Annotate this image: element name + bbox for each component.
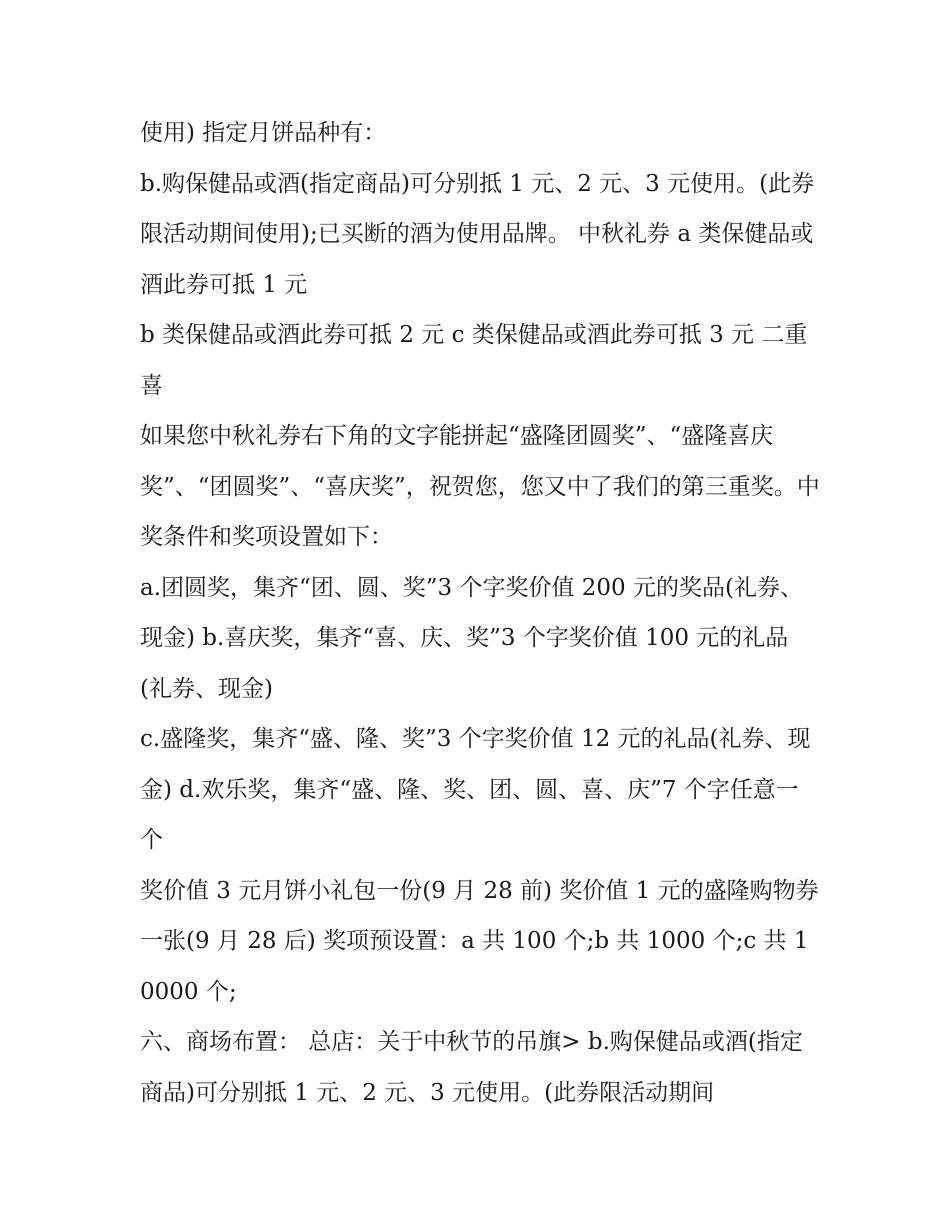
paragraph-4: 如果您中秋礼券右下角的文字能拼起“盛隆团圆奖”、“盛隆喜庆奖”、“团圆奖”、“喜庆奖”，祝贺您，您又中了我们的第三重奖。中奖条件和奖项设置如下： [140,423,820,550]
paragraph-8: 六、商场布置： 总店：关于中秋节的吊旗> b.购保健品或酒(指定商品)可分别抵 1 元、2 元、3 元使用。(此券限活动期间 [140,1029,803,1106]
paragraph-1: 使用) 指定月饼品种有： [140,120,387,146]
paragraph-3: b 类保健品或酒此券可抵 2 元 c 类保健品或酒此券可抵 3 元 二重喜 [140,322,808,399]
paragraph-2: b.购保健品或酒(指定商品)可分别抵 1 元、2 元、3 元使用。(此券限活动期间使用);已买断的酒为使用品牌。 中秋礼券 a 类保健品或酒此券可抵 1 元 [140,170,815,298]
document-body [140,108,820,1118]
paragraph-5: a.团圆奖，集齐“团、圆、奖”3 个字奖价值 200 元的奖品(礼券、现金) b.喜庆奖，集齐“喜、庆、奖”3 个字奖价值 100 元的礼品(礼券、现金) [140,574,803,702]
paragraph-6: c.盛隆奖，集齐“盛、隆、奖”3 个字奖价值 12 元的礼品(礼券、现金) d.欢乐奖，集齐“盛、隆、奖、团、圆、喜、庆”7 个字任意一个 [140,726,811,853]
paragraph-7: 奖价值 3 元月饼小礼包一份(9 月 28 前) 奖价值 1 元的盛隆购物券一张(9 月 28 后) 奖项预设置：a 共 100 个;b 共 1000 个;c 共 10000 个; [140,877,819,1005]
